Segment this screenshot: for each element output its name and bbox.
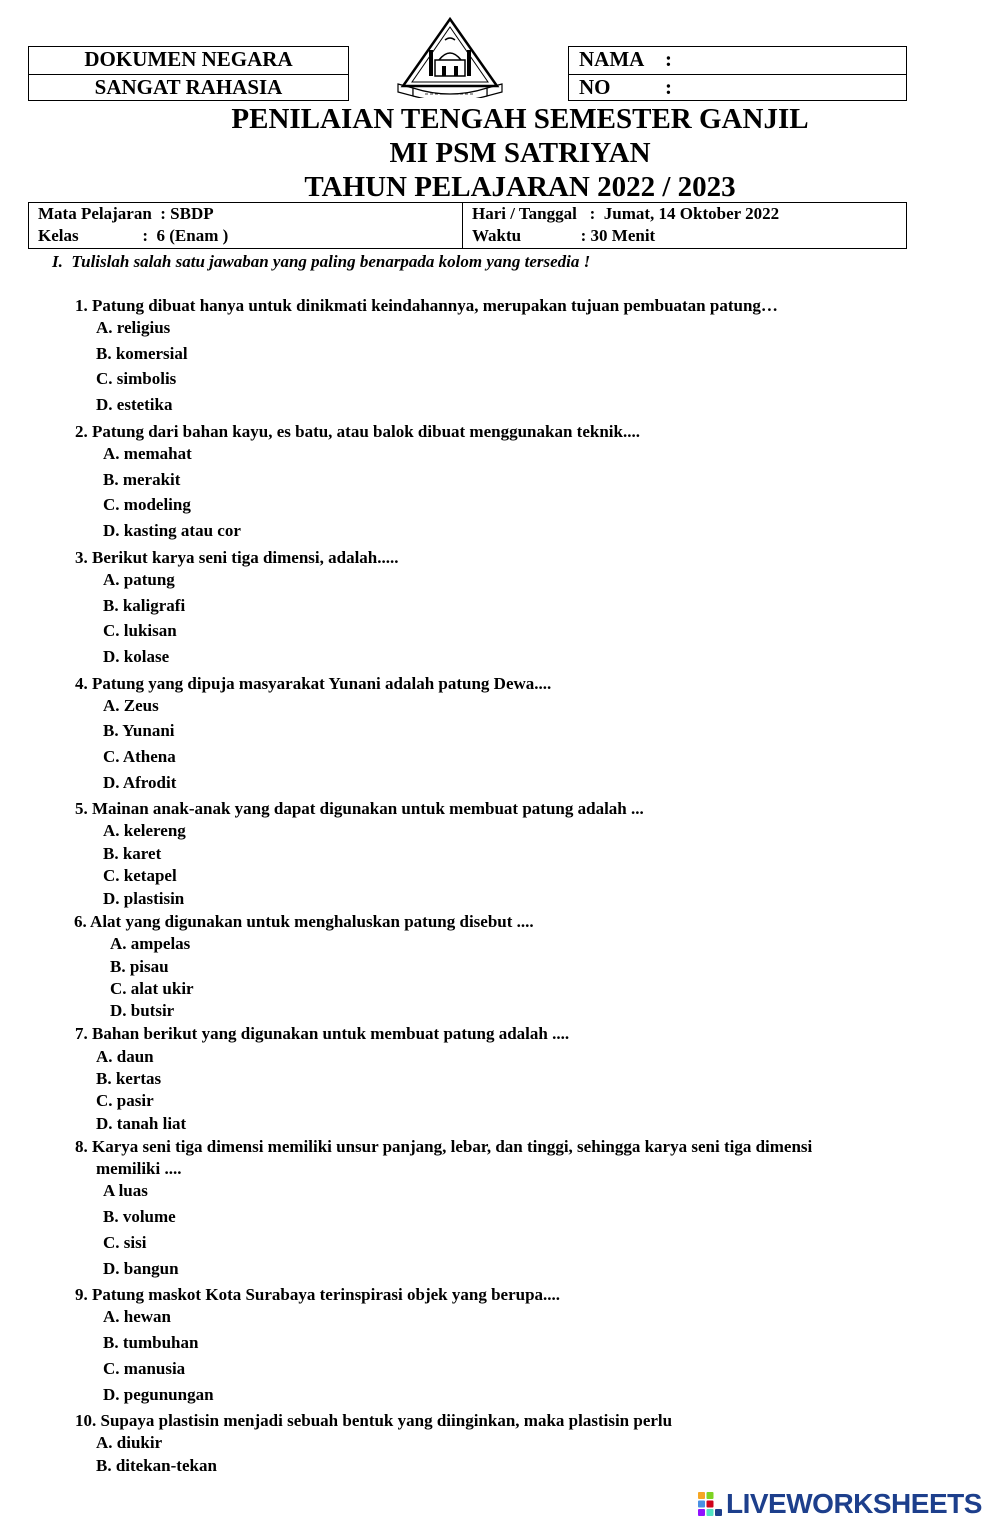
option-5c[interactable]: C. ketapel (103, 866, 177, 885)
option-3d[interactable]: D. kolase (103, 647, 170, 666)
option-1c[interactable]: C. simbolis (96, 369, 177, 388)
option-2d[interactable]: D. kasting atau cor (103, 521, 241, 540)
option-1b[interactable]: B. komersial (96, 344, 188, 363)
liveworksheets-wordmark: LIVEWORKSHEETS (726, 1488, 982, 1519)
option-1a[interactable]: A. religius (96, 318, 171, 337)
option-1d[interactable]: D. estetika (96, 395, 173, 414)
option-9b[interactable]: B. tumbuhan (103, 1333, 199, 1352)
time-line: Waktu : 30 Menit (472, 226, 656, 245)
question-9: 9. Patung maskot Kota Surabaya terinspirasi objek yang berupa.... (75, 1285, 561, 1304)
question-5: 5. Mainan anak-anak yang dapat digunakan untuk membuat patung adalah ... (75, 799, 644, 818)
date-line: Hari / Tanggal : Jumat, 14 Oktober 2022 (472, 204, 780, 223)
option-3a[interactable]: A. patung (103, 570, 175, 589)
option-7b[interactable]: B. kertas (96, 1069, 162, 1088)
subject-line: Mata Pelajaran : SBDP (38, 204, 214, 223)
option-3b[interactable]: B. kaligrafi (103, 596, 186, 615)
name-label: NAMA (579, 47, 645, 71)
option-2c[interactable]: C. modeling (103, 495, 191, 514)
question-1: 1. Patung dibuat hanya untuk dinikmati keindahannya, merupakan tujuan pembuatan patung… (75, 296, 778, 315)
school-crest-icon (395, 16, 505, 98)
name-separator: : (665, 47, 672, 71)
option-4b[interactable]: B. Yunani (103, 721, 175, 740)
academic-year: TAHUN PELAJARAN 2022 / 2023 (304, 171, 736, 203)
exam-title: PENILAIAN TENGAH SEMESTER GANJIL (231, 103, 809, 135)
name-field[interactable] (569, 47, 906, 74)
option-4d[interactable]: D. Afrodit (103, 773, 177, 792)
option-7c[interactable]: C. pasir (96, 1091, 154, 1110)
option-3c[interactable]: C. lukisan (103, 621, 177, 640)
option-7a[interactable]: A. daun (96, 1047, 154, 1066)
option-9d[interactable]: D. pegunungan (103, 1385, 214, 1404)
option-8b[interactable]: B. volume (103, 1207, 176, 1226)
question-3: 3. Berikut karya seni tiga dimensi, adalah..... (75, 548, 399, 567)
option-8a[interactable]: A luas (103, 1181, 148, 1200)
question-6: 6. Alat yang digunakan untuk menghaluskan patung disebut .... (74, 912, 534, 931)
question-7: 7. Bahan berikut yang digunakan untuk membuat patung adalah .... (75, 1024, 570, 1043)
option-6c[interactable]: C. alat ukir (110, 979, 194, 998)
option-8d[interactable]: D. bangun (103, 1259, 179, 1278)
option-4a[interactable]: A. Zeus (103, 696, 159, 715)
option-5d[interactable]: D. plastisin (103, 889, 185, 908)
class-line: Kelas : 6 (Enam ) (38, 226, 229, 245)
classification-line-1: DOKUMEN NEGARA (84, 47, 293, 71)
liveworksheets-watermark[interactable] (698, 1490, 982, 1518)
instruction-text: I. Tulislah salah satu jawaban yang paling benarpada kolom yang tersedia ! (52, 252, 591, 271)
number-field[interactable] (569, 74, 906, 101)
number-separator: : (665, 75, 672, 99)
option-10a[interactable]: A. diukir (96, 1433, 163, 1452)
question-10: 10. Supaya plastisin menjadi sebuah bentuk yang diinginkan, maka plastisin perlu (75, 1411, 673, 1430)
exam-info-table (28, 202, 907, 249)
option-9c[interactable]: C. manusia (103, 1359, 186, 1378)
number-label: NO (579, 75, 611, 99)
option-6a[interactable]: A. ampelas (110, 934, 191, 953)
student-id-box (568, 46, 907, 101)
question-8-continued: memiliki .... (96, 1159, 182, 1178)
classification-line-2: SANGAT RAHASIA (29, 74, 348, 101)
liveworksheets-logo-icon (698, 1492, 722, 1516)
school-name: MI PSM SATRIYAN (389, 137, 651, 169)
option-5a[interactable]: A. kelereng (103, 821, 186, 840)
option-6b[interactable]: B. pisau (110, 957, 169, 976)
question-8: 8. Karya seni tiga dimensi memiliki unsur panjang, lebar, dan tinggi, sehingga karya seni tiga dimensi (75, 1137, 813, 1156)
option-6d[interactable]: D. butsir (110, 1001, 175, 1020)
option-2b[interactable]: B. merakit (103, 470, 181, 489)
option-7d[interactable]: D. tanah liat (96, 1114, 187, 1133)
info-left-column (29, 203, 463, 248)
option-4c[interactable]: C. Athena (103, 747, 176, 766)
classification-box (28, 46, 349, 101)
info-right-column (463, 203, 906, 248)
option-2a[interactable]: A. memahat (103, 444, 192, 463)
option-8c[interactable]: C. sisi (103, 1233, 147, 1252)
option-10b[interactable]: B. ditekan-tekan (96, 1456, 217, 1475)
question-4: 4. Patung yang dipuja masyarakat Yunani adalah patung Dewa.... (75, 674, 552, 693)
question-2: 2. Patung dari bahan kayu, es batu, atau balok dibuat menggunakan teknik.... (75, 422, 640, 441)
option-5b[interactable]: B. karet (103, 844, 162, 863)
option-9a[interactable]: A. hewan (103, 1307, 172, 1326)
